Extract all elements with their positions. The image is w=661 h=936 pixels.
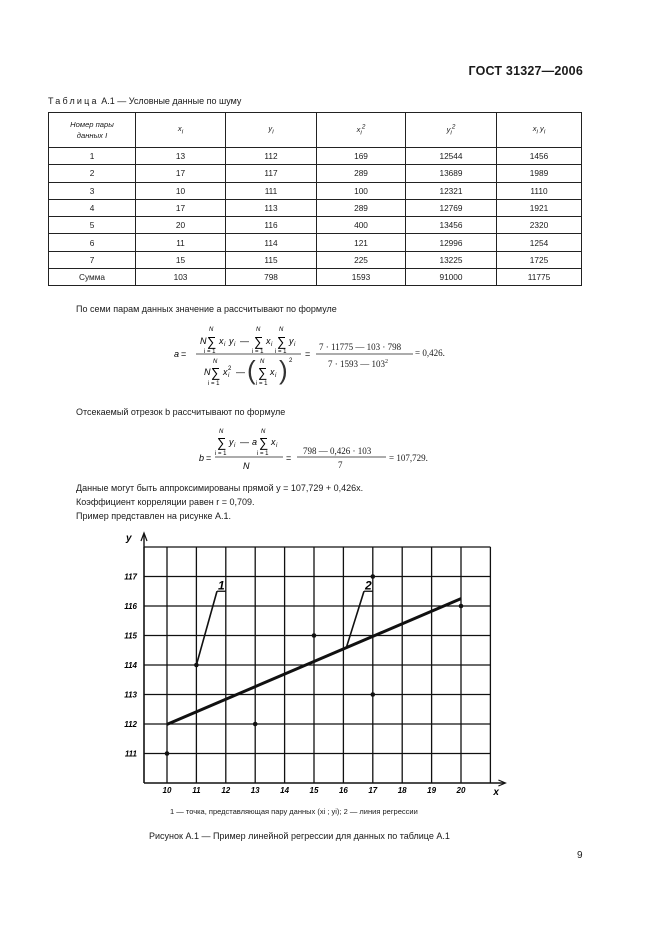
table-cell: 4 xyxy=(49,199,136,216)
svg-text:=: = xyxy=(286,453,292,463)
data-point xyxy=(312,633,317,638)
formula-a-denominator: 7 · 1593 — $103^2$ xyxy=(328,359,388,369)
svg-text:i = 1: i = 1 xyxy=(208,381,220,387)
table-cell: 400 xyxy=(317,217,406,234)
paragraph-b: Отсекаемый отрезок b рассчитывают по формуле xyxy=(76,407,286,417)
table-cell: 5 xyxy=(49,217,136,234)
table-cell: 7 xyxy=(49,251,136,268)
document-standard-number: ГОСТ 31327—2006 xyxy=(468,64,583,78)
x-tick-label: 13 xyxy=(250,786,260,795)
table-cell: 115 xyxy=(226,251,317,268)
table-cell: 17 xyxy=(136,165,226,182)
svg-text:N: N xyxy=(279,327,284,333)
table-cell: 1725 xyxy=(497,251,582,268)
table-cell: 10 xyxy=(136,182,226,199)
table-cell: 103 xyxy=(136,269,226,286)
data-point xyxy=(459,604,464,609)
svg-text:∑: ∑ xyxy=(217,435,227,450)
table-cell: 15 xyxy=(136,251,226,268)
svg-text:i: i xyxy=(234,443,236,449)
svg-text:∑: ∑ xyxy=(207,334,217,349)
svg-text:∑: ∑ xyxy=(277,334,287,349)
table-cell: 114 xyxy=(226,234,317,251)
table-cell: 1989 xyxy=(497,165,582,182)
svg-text:i = 1: i = 1 xyxy=(204,349,216,355)
x-tick-label: 20 xyxy=(456,786,466,795)
formula-b-denominator: 7 xyxy=(338,460,343,470)
svg-text:=: = xyxy=(305,349,311,359)
table-cell: 12321 xyxy=(406,182,497,199)
table-cell: 13456 xyxy=(406,217,497,234)
svg-text:y: y xyxy=(229,437,234,447)
svg-text:i = 1: i = 1 xyxy=(257,451,269,457)
table-cell: 112 xyxy=(226,148,317,165)
y-tick-label: 114 xyxy=(124,661,137,670)
table-cell: 6 xyxy=(49,234,136,251)
y-tick-label: 116 xyxy=(124,602,137,611)
svg-text:b: b xyxy=(199,453,205,463)
table-row xyxy=(49,182,582,199)
table-caption-prefix: Таблица xyxy=(48,96,99,106)
svg-text:y: y xyxy=(229,336,234,346)
formula-b xyxy=(199,424,459,474)
table-row xyxy=(49,217,582,234)
svg-text:∑: ∑ xyxy=(211,365,221,380)
x-tick-label: 15 xyxy=(309,786,319,795)
annotation-label-2: 2 xyxy=(364,578,372,593)
svg-text:x: x xyxy=(219,336,224,346)
svg-text:i = 1: i = 1 xyxy=(256,381,268,387)
table-cell: 169 xyxy=(317,148,406,165)
table-cell: 225 xyxy=(317,251,406,268)
col-header-xi: $x_i$ xyxy=(136,113,226,148)
table-cell: 1921 xyxy=(497,199,582,216)
table-cell: 12996 xyxy=(406,234,497,251)
table-cell: 2320 xyxy=(497,217,582,234)
y-tick-label: 112 xyxy=(124,720,137,729)
svg-text:y: y xyxy=(289,336,294,346)
table-cell: 1254 xyxy=(497,234,582,251)
svg-text:i: i xyxy=(234,342,236,348)
table-cell: 113 xyxy=(226,199,317,216)
formula-a xyxy=(174,324,474,394)
svg-text:): ) xyxy=(279,355,288,385)
svg-text:i: i xyxy=(294,342,296,348)
table-cell: 116 xyxy=(226,217,317,234)
y-axis-label: y xyxy=(126,533,132,544)
svg-text:2: 2 xyxy=(289,358,293,364)
table-cell: 13225 xyxy=(406,251,497,268)
formula-a-numerator: 7 · 11775 — 103 · 798 xyxy=(319,342,402,352)
table-row xyxy=(49,234,582,251)
svg-text:i: i xyxy=(228,373,230,379)
svg-text:(: ( xyxy=(247,355,256,385)
x-tick-label: 18 xyxy=(397,786,407,795)
y-tick-label: 117 xyxy=(124,572,137,582)
table-cell: 20 xyxy=(136,217,226,234)
page-number: 9 xyxy=(577,850,583,861)
paragraph-correlation: Коэффициент корреляции равен r = 0,709. xyxy=(76,497,255,507)
table-cell: 111 xyxy=(226,182,317,199)
x-tick-label: 10 xyxy=(162,786,172,795)
paragraph-a: По семи парам данных значение a рассчитывают по формуле xyxy=(76,304,337,314)
svg-text:N: N xyxy=(260,359,265,365)
data-point xyxy=(371,692,376,697)
annotation-leader-1 xyxy=(196,591,217,665)
svg-text:i = 1: i = 1 xyxy=(275,349,287,355)
table-cell: 11 xyxy=(136,234,226,251)
table-cell: 13689 xyxy=(406,165,497,182)
x-tick-label: 16 xyxy=(338,786,348,795)
svg-text:=: = xyxy=(206,453,212,463)
table-cell: 13 xyxy=(136,148,226,165)
table-row xyxy=(49,199,582,216)
svg-text:—: — xyxy=(240,437,249,447)
col-header-yi2: $y_i^2$ xyxy=(406,113,497,148)
table-cell: 12769 xyxy=(406,199,497,216)
table-cell: 12544 xyxy=(406,148,497,165)
svg-text:i = 1: i = 1 xyxy=(215,451,227,457)
table-cell: 798 xyxy=(226,269,317,286)
y-tick-label: 111 xyxy=(124,749,137,759)
svg-text:a: a xyxy=(252,437,258,447)
table-total-row xyxy=(49,269,582,286)
table-cell: 17 xyxy=(136,199,226,216)
col-header-xiyi: $x_i$ $y_i$ xyxy=(497,113,582,148)
table-cell: 1110 xyxy=(497,182,582,199)
formula-a-result: = 0,426. xyxy=(415,348,445,358)
svg-text:a: a xyxy=(174,349,180,359)
y-tick-label: 113 xyxy=(124,690,137,700)
svg-text:N: N xyxy=(261,429,266,435)
svg-text:N: N xyxy=(200,336,207,346)
table-caption-text: А.1 — Условные данные по шуму xyxy=(101,96,242,106)
data-point xyxy=(253,722,258,727)
regression-chart xyxy=(100,522,530,802)
table-caption xyxy=(48,96,241,106)
table-cell: 1456 xyxy=(497,148,582,165)
table-cell: 100 xyxy=(317,182,406,199)
x-tick-label: 19 xyxy=(427,786,437,795)
table-row xyxy=(49,251,582,268)
table-cell: 11775 xyxy=(497,269,582,286)
table-cell: 117 xyxy=(226,165,317,182)
table-row xyxy=(49,148,582,165)
svg-text:—: — xyxy=(240,336,249,346)
table-cell: 3 xyxy=(49,182,136,199)
data-point xyxy=(165,751,170,756)
x-tick-label: 11 xyxy=(192,786,201,795)
table-cell: 289 xyxy=(317,165,406,182)
svg-text:∑: ∑ xyxy=(254,334,264,349)
table-row xyxy=(49,165,582,182)
svg-text:N: N xyxy=(213,359,218,365)
x-axis-label: x xyxy=(493,787,499,798)
svg-text:i: i xyxy=(275,373,277,379)
svg-text:x: x xyxy=(266,336,271,346)
svg-text:—: — xyxy=(236,367,245,377)
svg-text:N: N xyxy=(209,327,214,333)
figure-legend: 1 — точка, представляющая пару данных (xi ; yi); 2 — линия регрессии xyxy=(170,807,418,816)
svg-text:x: x xyxy=(271,437,276,447)
svg-text:i = 1: i = 1 xyxy=(252,349,264,355)
annotation-label-1: 1 xyxy=(217,578,225,593)
svg-text:N: N xyxy=(256,327,261,333)
x-tick-label: 14 xyxy=(280,786,290,795)
col-header-pair: Номер пары данных I xyxy=(49,113,136,148)
table-cell: 121 xyxy=(317,234,406,251)
data-table xyxy=(48,112,582,286)
formula-b-numerator: 798 — 0,426 · 103 xyxy=(303,446,372,456)
table-cell: 289 xyxy=(317,199,406,216)
svg-text:∑: ∑ xyxy=(259,435,269,450)
svg-text:x: x xyxy=(270,367,275,377)
table-cell: Сумма xyxy=(49,269,136,286)
x-tick-label: 17 xyxy=(368,786,378,795)
figure-caption: Рисунок А.1 — Пример линейной регрессии для данных по таблице А.1 xyxy=(149,831,450,841)
svg-text:N: N xyxy=(204,367,211,377)
svg-text:i: i xyxy=(224,342,226,348)
formula-b-result: = 107,729. xyxy=(389,453,428,463)
svg-text:i: i xyxy=(271,342,273,348)
svg-text:N: N xyxy=(219,429,224,435)
table-cell: 91000 xyxy=(406,269,497,286)
paragraph-example: Пример представлен на рисунке А.1. xyxy=(76,511,231,521)
svg-text:∑: ∑ xyxy=(258,365,268,380)
table-cell: 1 xyxy=(49,148,136,165)
svg-text:=: = xyxy=(181,349,187,359)
annotation-leader-2 xyxy=(346,591,364,647)
paragraph-approximation: Данные могут быть аппроксимированы прямой y = 107,729 + 0,426x. xyxy=(76,483,364,493)
svg-text:N: N xyxy=(243,461,250,471)
table-cell: 1593 xyxy=(317,269,406,286)
table-cell: 2 xyxy=(49,165,136,182)
x-tick-label: 12 xyxy=(221,786,231,795)
col-header-xi2: $x_i^2$ xyxy=(317,113,406,148)
y-tick-label: 115 xyxy=(124,631,137,641)
table-header-row xyxy=(49,113,582,148)
svg-text:i: i xyxy=(276,443,278,449)
svg-text:x: x xyxy=(223,367,228,377)
col-header-yi: $y_i$ xyxy=(226,113,317,148)
svg-text:2: 2 xyxy=(228,366,232,372)
